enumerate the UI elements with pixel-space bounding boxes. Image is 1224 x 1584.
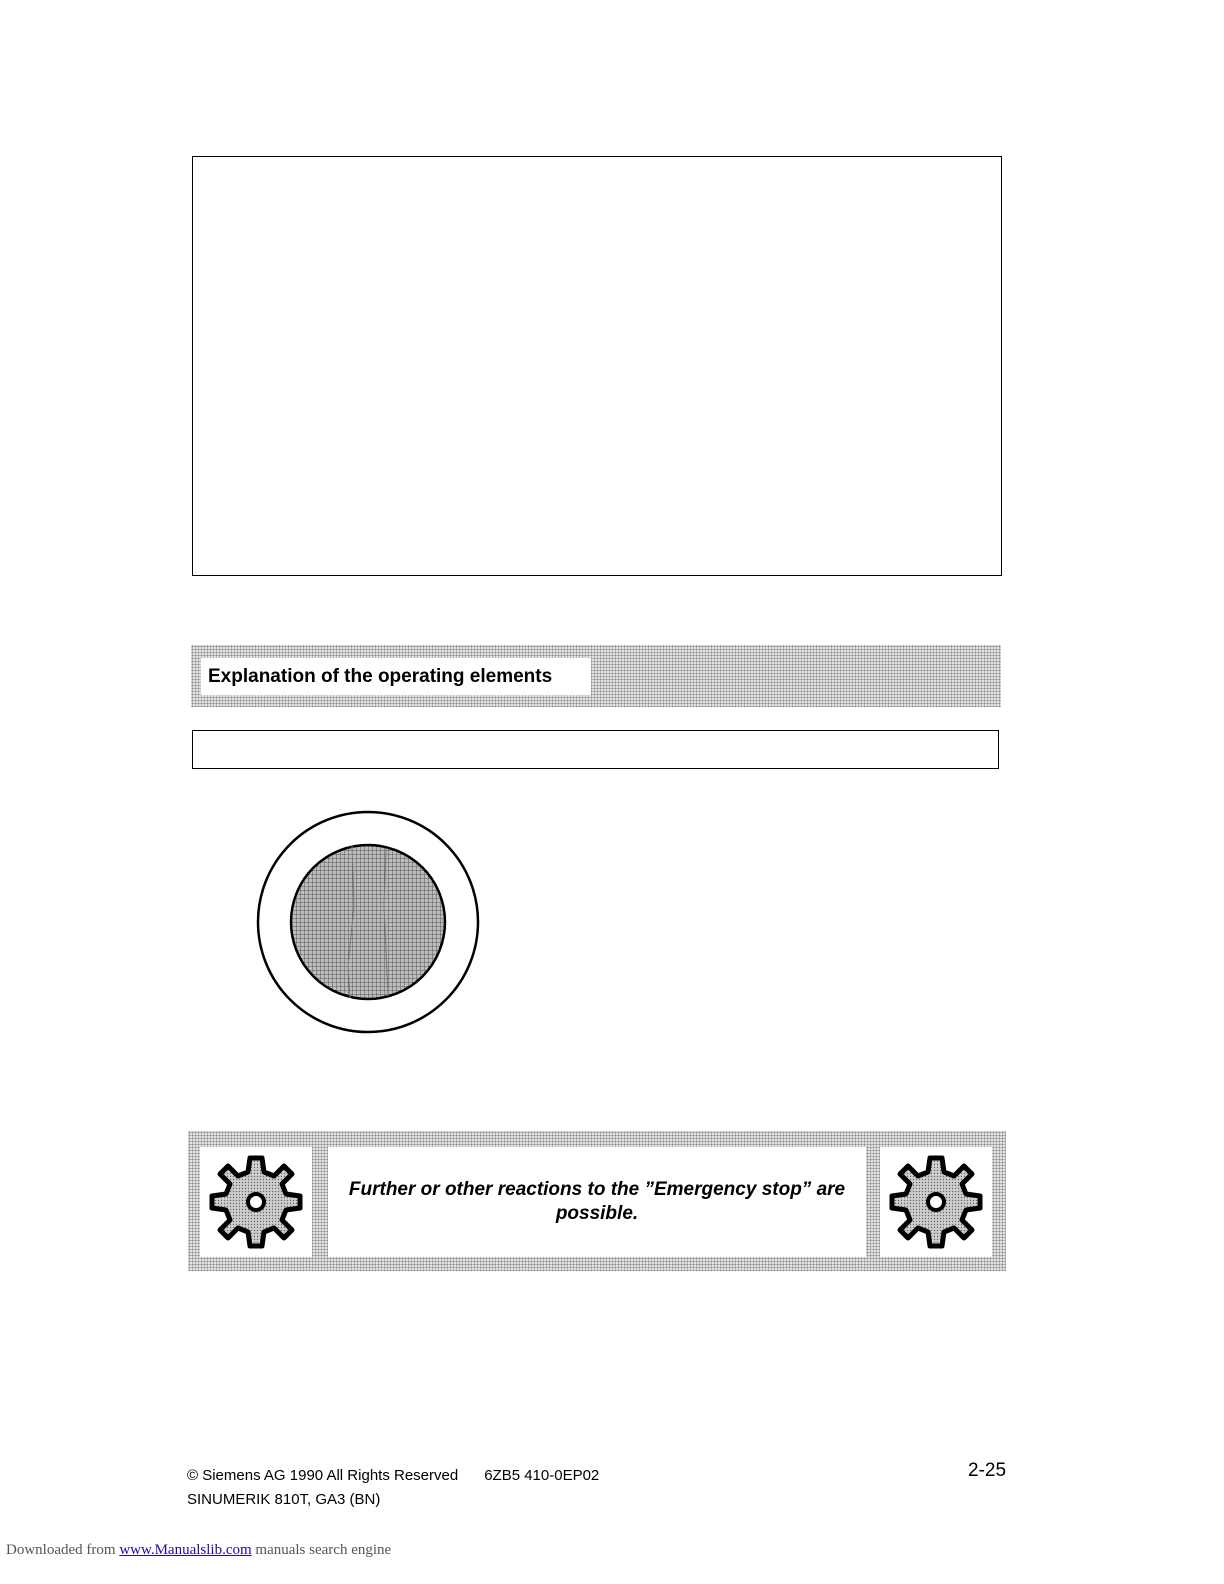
download-notice xyxy=(6,1542,391,1559)
footer-product: SINUMERIK 810T, GA3 (BN) xyxy=(187,1491,381,1508)
note-frame xyxy=(188,1131,1006,1271)
footer xyxy=(187,1464,599,1512)
note-text-cell xyxy=(328,1147,866,1257)
manualslib-link[interactable]: www.Manualslib.com xyxy=(119,1542,252,1558)
download-suffix: manuals search engine xyxy=(255,1542,392,1558)
footer-copyright: © Siemens AG 1990 All Rights Reserved xyxy=(187,1467,459,1484)
section-title-box xyxy=(201,658,591,695)
figure-frame xyxy=(192,156,1002,576)
note-text: Further or other reactions to the ”Emergency stop” are possible. xyxy=(348,1179,846,1224)
section-header-bar xyxy=(191,645,1001,707)
footer-line-1 xyxy=(187,1464,599,1488)
footer-order-number: 6ZB5 410-0EP02 xyxy=(484,1467,600,1484)
empty-caption-box xyxy=(192,730,999,769)
gear-icon xyxy=(206,1152,306,1252)
download-prefix: Downloaded from xyxy=(6,1542,116,1558)
note-gear-cell-left xyxy=(200,1147,312,1257)
page-number: 2-25 xyxy=(968,1460,1007,1481)
gear-icon xyxy=(886,1152,986,1252)
note-gear-cell-right xyxy=(880,1147,992,1257)
emergency-stop-button-icon xyxy=(252,806,484,1038)
section-title: Explanation of the operating elements xyxy=(208,665,553,687)
